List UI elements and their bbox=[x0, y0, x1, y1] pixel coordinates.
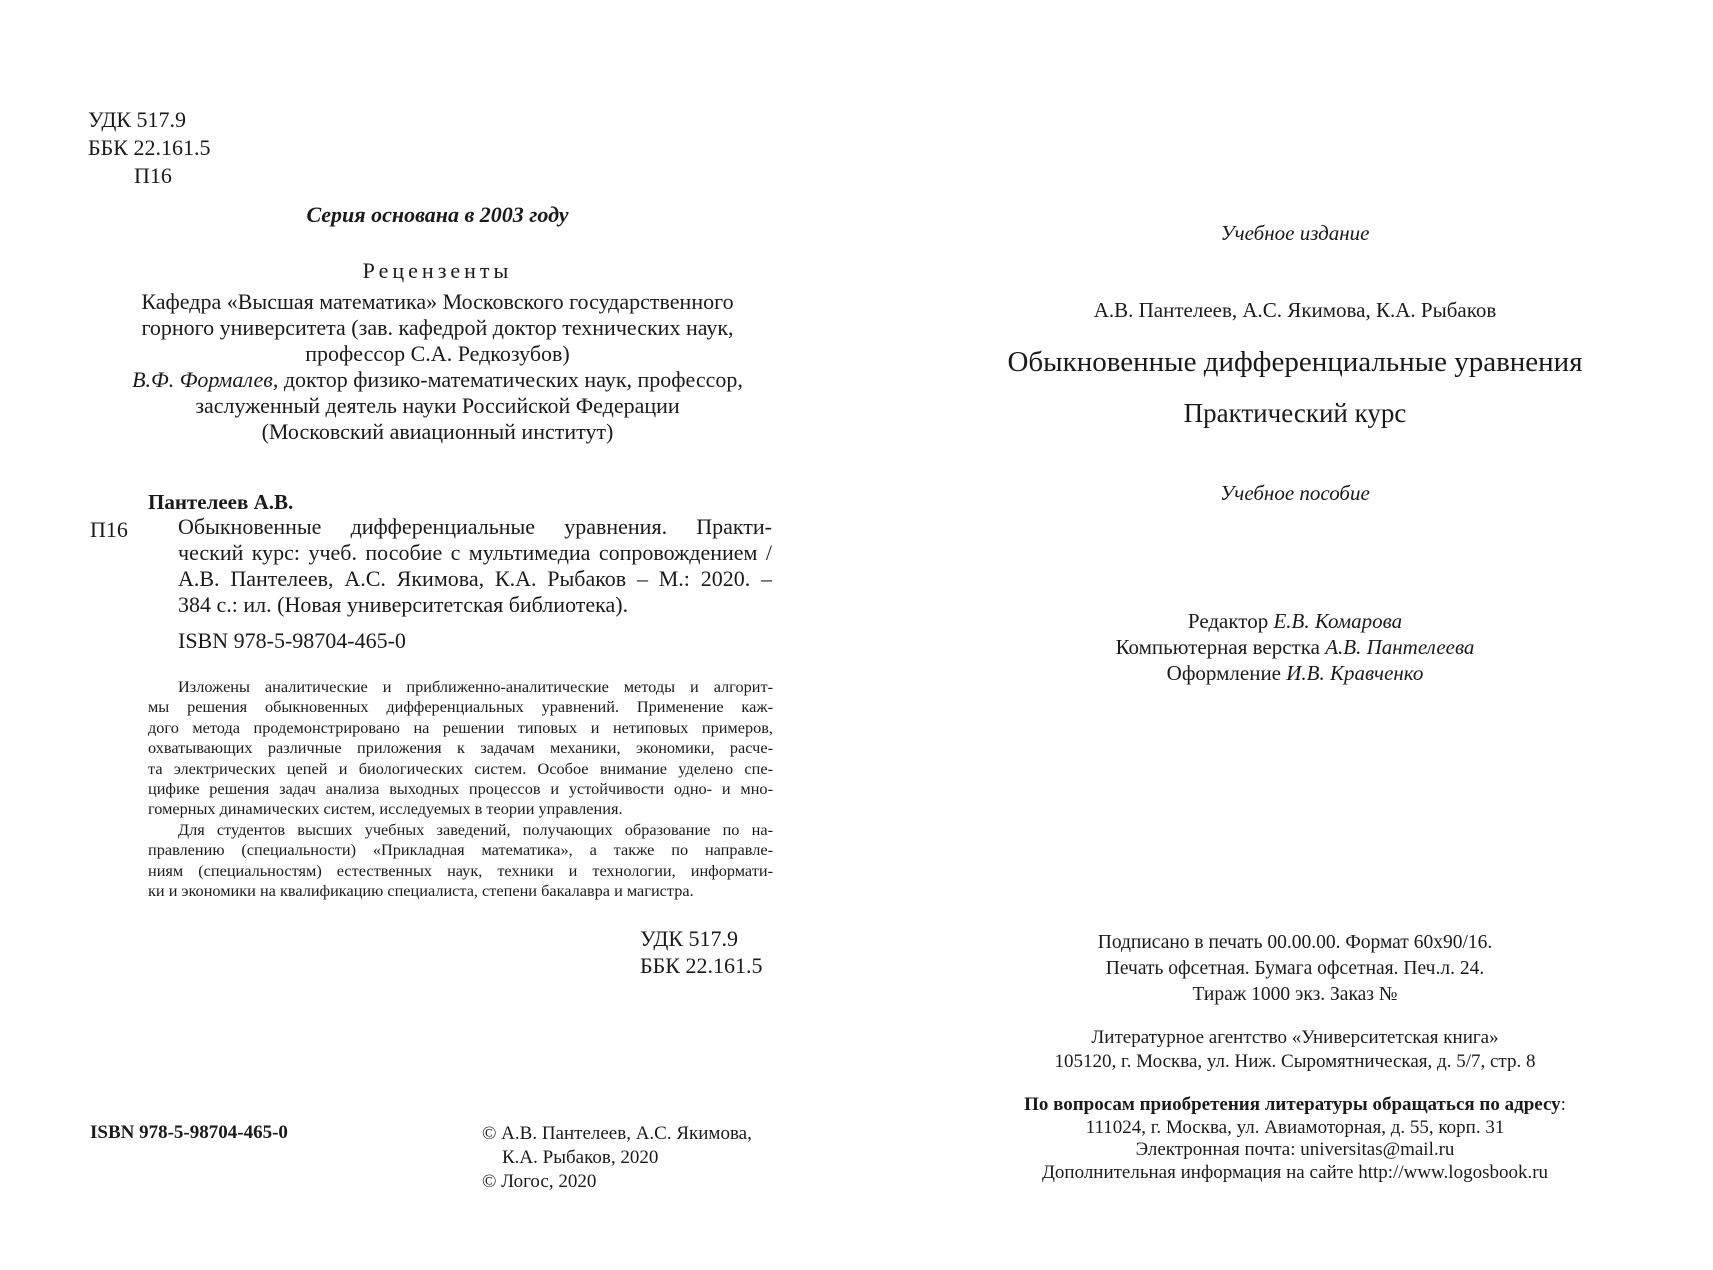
reviewer-name: В.Ф. Формалев bbox=[132, 367, 273, 392]
agency-info bbox=[985, 1026, 1605, 1074]
abstract-line: правлению (специальности) «Прикладная математика», а также по направле- bbox=[148, 840, 773, 860]
contacts-email: Электронная почта: universitas@mail.ru bbox=[1135, 1139, 1455, 1160]
abstract-line: ки и экономики на квалификацию специалиста, степени бакалавра и магистра. bbox=[148, 881, 694, 901]
copyright bbox=[482, 1122, 752, 1194]
abstract-line: Изложены аналитические и приближенно-аналитические методы и алгорит- bbox=[178, 677, 773, 696]
credit-name: А.В. Пантелеева bbox=[1325, 635, 1475, 659]
bib-line: ческий курс: учеб. пособие с мультимедиа сопровождением / bbox=[178, 540, 772, 565]
reviewer-line: (Московский авиационный институт) bbox=[261, 419, 614, 444]
credit-role: Оформление bbox=[1166, 661, 1281, 685]
udk-code: УДК 517.9 bbox=[88, 107, 187, 132]
bbk-code: ББК 22.161.5 bbox=[640, 953, 763, 978]
reviewers-block bbox=[90, 258, 785, 445]
print-line: Подписано в печать 00.00.00. Формат 60x90/16. bbox=[1097, 932, 1493, 953]
bibliographic-description bbox=[178, 514, 772, 618]
book-type: Учебное пособие bbox=[1220, 481, 1370, 505]
classification-bottom bbox=[640, 925, 762, 979]
copyright-line: К.А. Рыбаков, 2020 bbox=[502, 1147, 659, 1168]
copyright-line: © Логос, 2020 bbox=[482, 1171, 597, 1192]
credit-line bbox=[985, 660, 1605, 686]
bib-line: 384 с.: ил. (Новая университетская библиотека). bbox=[178, 592, 629, 617]
reviewer-line: Кафедра «Высшая математика» Московского государственного bbox=[141, 289, 734, 314]
credits bbox=[985, 608, 1605, 686]
book-title: Обыкновенные дифференциальные уравнения bbox=[1007, 346, 1583, 378]
bib-line: Обыкновенные дифференциальные уравнения. Практи- bbox=[178, 514, 772, 539]
reviewer-line: заслуженный деятель науки Российской Федерации bbox=[195, 393, 680, 418]
abstract-line: ниям (специальностям) естественных наук, техники и технологии, информати- bbox=[148, 860, 773, 880]
classification-top bbox=[88, 106, 210, 190]
credit-name: Е.В. Комарова bbox=[1273, 609, 1403, 633]
abstract-line: Для студентов высших учебных заведений, получающих образование по на- bbox=[178, 819, 773, 839]
bib-line: А.В. Пантелеев, А.С. Якимова, К.А. Рыбаков – М.: 2020. – bbox=[178, 566, 772, 591]
print-line: Тираж 1000 экз. Заказ № bbox=[1192, 984, 1398, 1005]
abstract-line: дого метода продемонстрировано на решении типовых и нетиповых примеров, bbox=[148, 717, 773, 737]
copyright-line: © А.В. Пантелеев, А.С. Якимова, bbox=[482, 1123, 752, 1144]
bbk-code: ББК 22.161.5 bbox=[88, 135, 211, 160]
book-authors: А.В. Пантелеев, А.С. Якимова, К.А. Рыбаков bbox=[1093, 298, 1497, 322]
reviewer-line bbox=[90, 367, 785, 393]
series-note: Серия основана в 2003 году bbox=[306, 202, 569, 227]
reviewer-credentials: , доктор физико-математических наук, профессор, bbox=[272, 367, 743, 392]
print-line: Печать офсетная. Бумага офсетная. Печ.л. 24. bbox=[1105, 958, 1485, 979]
reviewer-line: горного университета (зав. кафедрой доктор технических наук, bbox=[141, 315, 734, 340]
contacts-address: 111024, г. Москва, ул. Авиамоторная, д. 55, корп. 31 bbox=[1085, 1116, 1505, 1138]
contacts-heading-line bbox=[985, 1094, 1605, 1117]
abstract-line: охватывающих различные приложения к задачам механики, экономики, расче- bbox=[148, 738, 773, 758]
contacts-website: Дополнительная информация на сайте http://www.logosbook.ru bbox=[1041, 1161, 1549, 1183]
bib-author: Пантелеев А.В. bbox=[148, 490, 294, 514]
credit-line bbox=[985, 634, 1605, 660]
credit-line bbox=[985, 608, 1605, 634]
bib-isbn: ISBN 978-5-98704-465-0 bbox=[178, 628, 406, 653]
abstract-line: та электрических цепей и биологических систем. Особое внимание уделено спе- bbox=[148, 758, 773, 778]
credit-name: И.В. Кравченко bbox=[1286, 661, 1424, 685]
isbn-bold: ISBN 978-5-98704-465-0 bbox=[90, 1122, 288, 1143]
abstract-line: мы решения обыкновенных дифференциальных уравнений. Применение каж- bbox=[148, 697, 773, 717]
agency-name: Литературное агентство «Университетская книга» bbox=[1091, 1027, 1499, 1048]
book-subtitle: Практический курс bbox=[1183, 398, 1407, 428]
credit-role: Компьютерная верстка bbox=[1115, 635, 1320, 659]
contacts-heading: По вопросам приобретения литературы обращаться по адресу bbox=[1024, 1094, 1561, 1115]
print-info bbox=[985, 930, 1605, 1008]
abstract bbox=[148, 677, 773, 901]
udk-code: УДК 517.9 bbox=[640, 926, 739, 951]
credit-role: Редактор bbox=[1187, 609, 1269, 633]
reviewer-line: профессор С.А. Редкозубов) bbox=[305, 341, 570, 366]
abstract-line: гомерных динамических систем, исследуемых в теории управления. bbox=[148, 799, 623, 819]
reviewers-title: Рецензенты bbox=[362, 258, 513, 283]
edition-type: Учебное издание bbox=[1220, 221, 1370, 245]
abstract-line: цифике решения задач анализа выходных процессов и устойчивости одно- и мно- bbox=[148, 779, 773, 799]
purchase-contacts bbox=[985, 1094, 1605, 1184]
author-sign-code: П16 bbox=[134, 163, 172, 188]
bib-code: П16 bbox=[90, 517, 128, 542]
agency-address: 105120, г. Москва, ул. Ниж. Сыромятническая, д. 5/7, стр. 8 bbox=[1054, 1051, 1536, 1072]
contacts-colon: : bbox=[1560, 1094, 1566, 1115]
